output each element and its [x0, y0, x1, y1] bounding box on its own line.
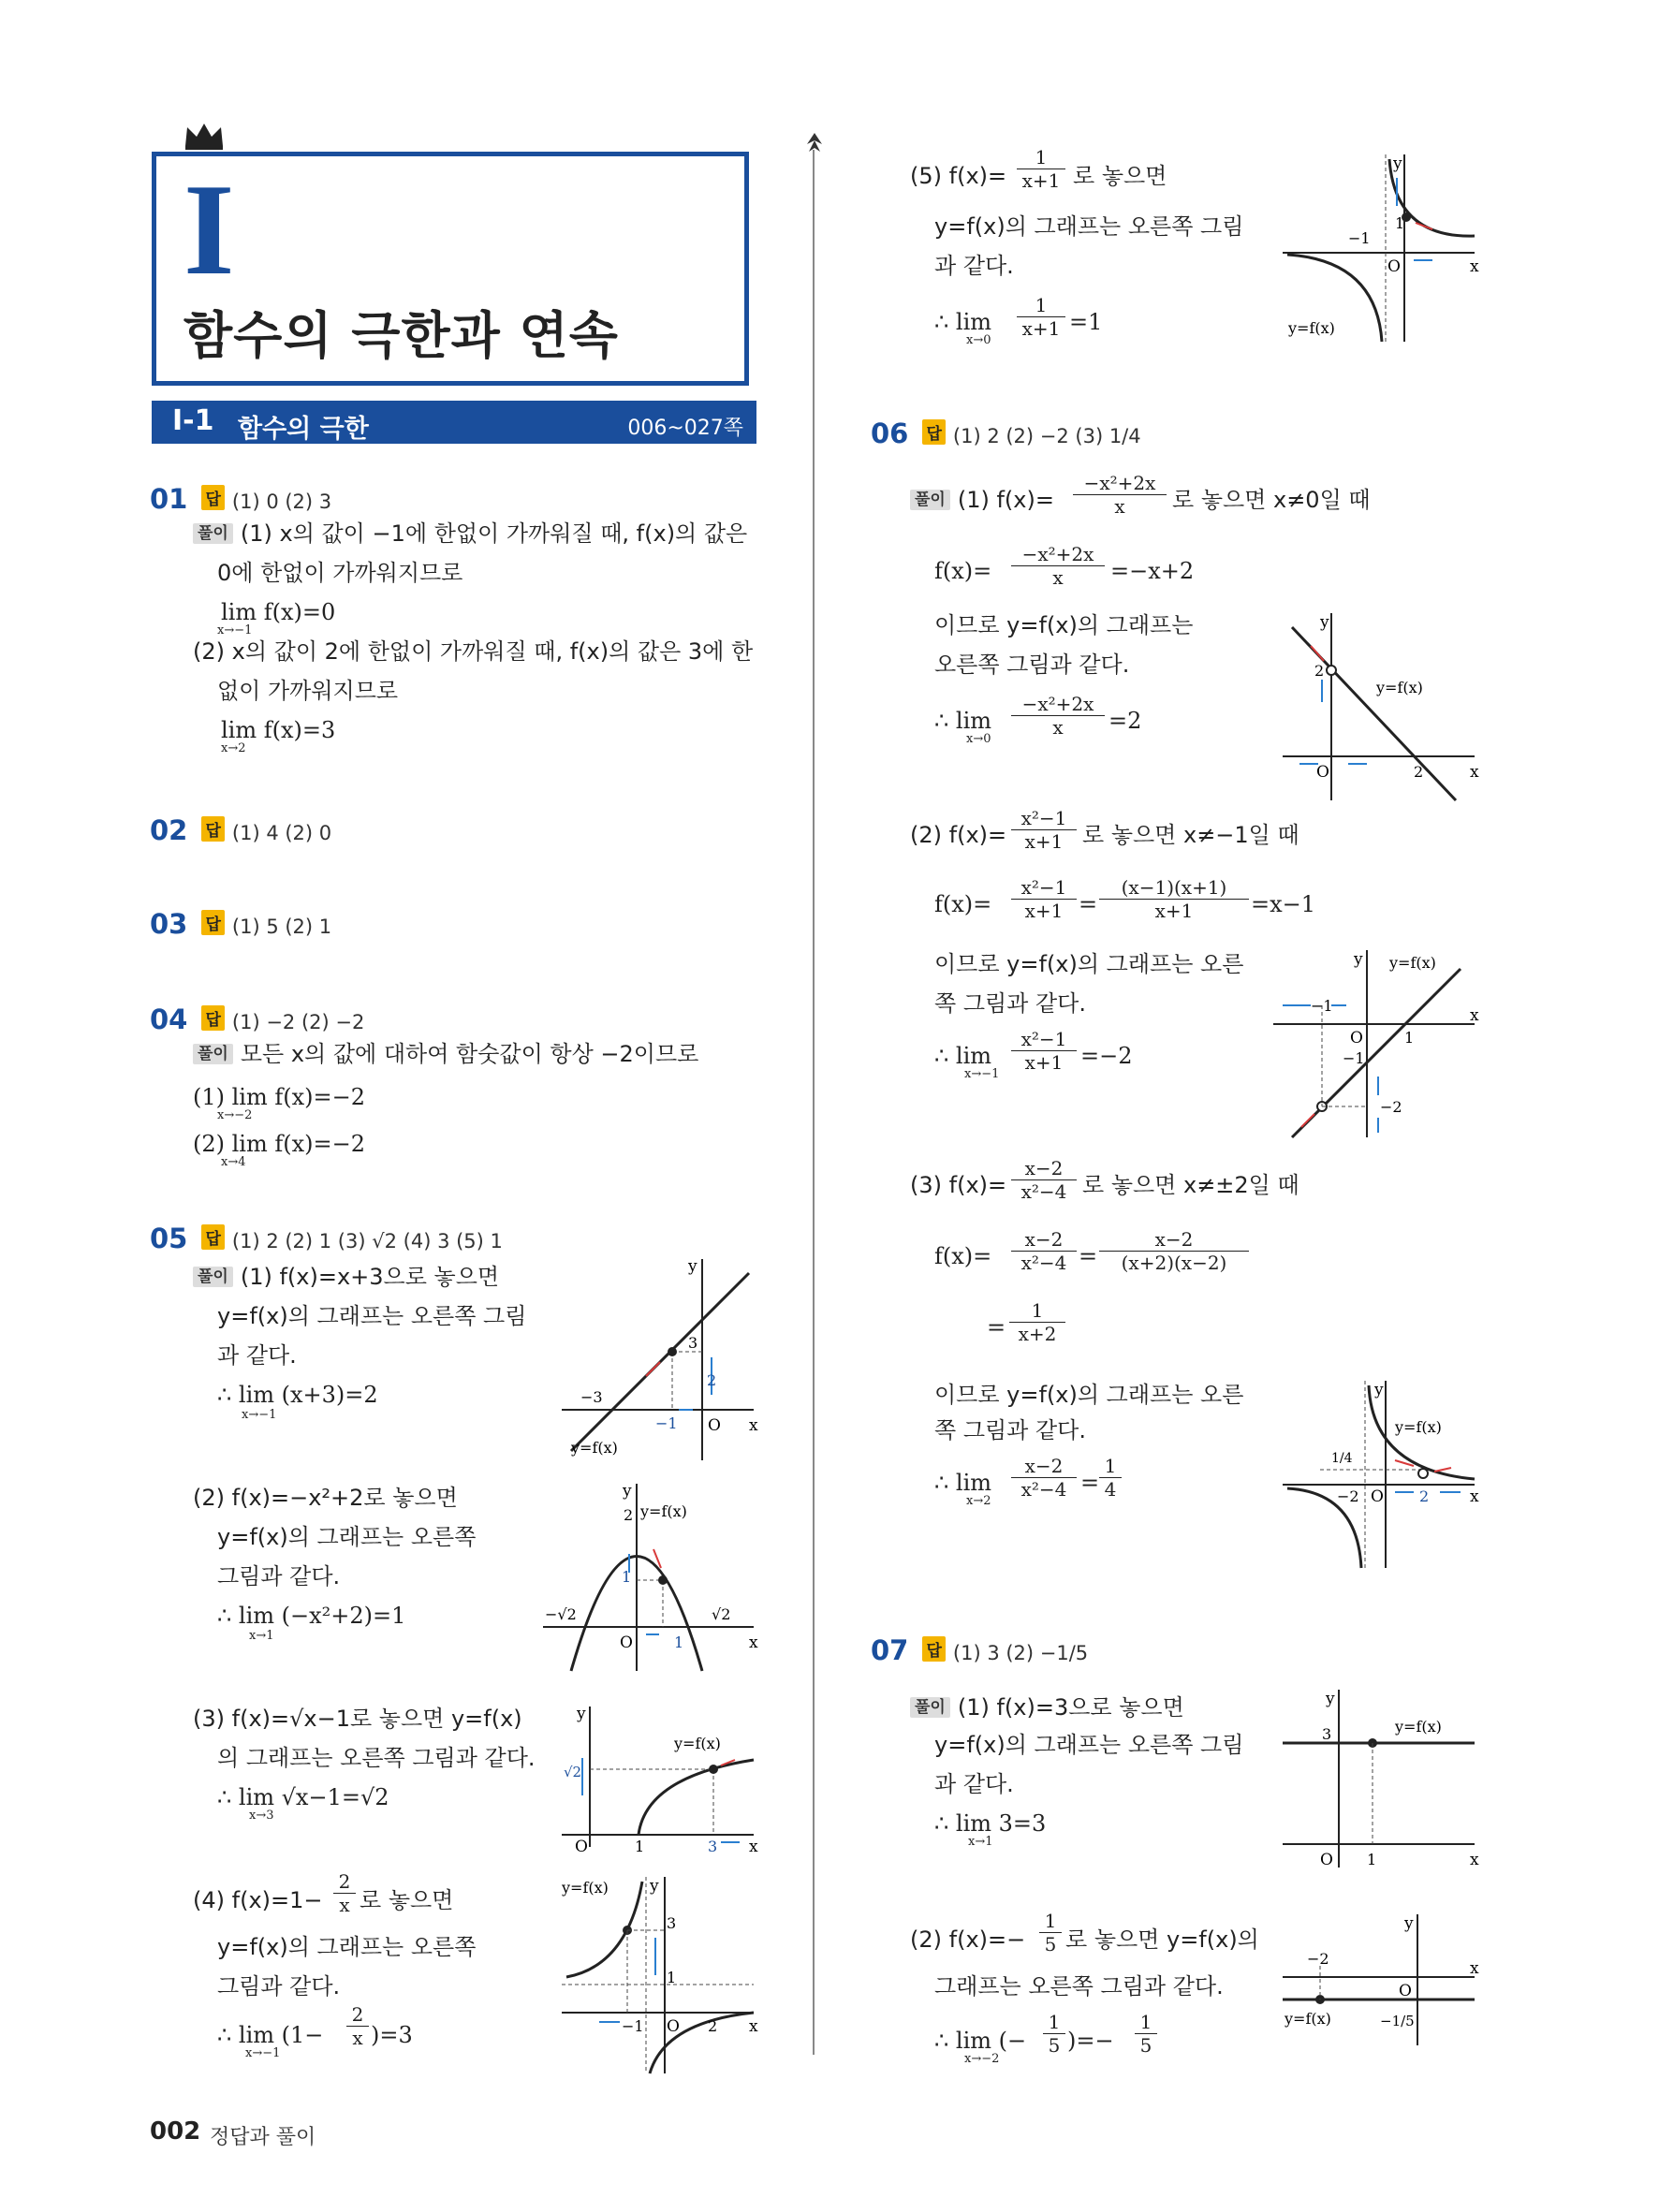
fraction-numerator: 1 [1009, 1299, 1065, 1323]
solution-line: (4) f(x)=1− [193, 1887, 323, 1913]
axis-label-y: y [1320, 613, 1329, 632]
solution-line: (2) x의 값이 2에 한없이 가까워질 때, f(x)의 값은 3에 한 [193, 638, 754, 665]
curve-label: y=f(x) [1285, 2010, 1331, 2028]
solution-line: (3) f(x)=√x−1로 놓으면 y=f(x) [193, 1706, 522, 1732]
limit-subscript: x→1 [968, 1835, 993, 1849]
fraction-numerator: x−2 [1099, 1228, 1249, 1252]
axis-label-x: x [1470, 1487, 1479, 1506]
tick-label: −1 [1348, 229, 1371, 247]
limit-expression: =2 [1108, 708, 1142, 734]
limit-expression: ∴ lim (1− [217, 2022, 324, 2048]
fraction-numerator: 1 [1135, 2011, 1157, 2034]
solution-line: 로 놓으면 x≠−1일 때 [1082, 822, 1299, 848]
problem-06 [871, 417, 1141, 449]
solution-badge: 풀이 [910, 490, 950, 510]
answer-text: (1) 0 (2) 3 [231, 491, 332, 513]
tick-label: 2 [1419, 1487, 1430, 1505]
answer-badge: 답 [201, 1005, 224, 1031]
limit-expression: ∴ lim 3=3 [934, 1810, 1047, 1837]
answer-badge: 답 [922, 1636, 945, 1662]
fraction-denominator: x+1 [1021, 169, 1061, 192]
answer-badge: 답 [201, 910, 224, 935]
tick-label: −1 [1343, 1049, 1365, 1067]
axis-label-y: y [650, 1877, 659, 1896]
graph-07-2 [1283, 1910, 1479, 2050]
fraction-numerator: 1 [1099, 1455, 1122, 1478]
tick-label: 1 [667, 1969, 677, 1986]
tick-label: −3 [580, 1388, 603, 1406]
fraction-denominator: 5 [1139, 2034, 1152, 2057]
graph-05-1 [562, 1254, 758, 1460]
curve-label: y=f(x) [1395, 1718, 1442, 1736]
limit-expression: =−2 [1080, 1043, 1133, 1069]
fraction-numerator: 2 [346, 2003, 369, 2027]
fraction-numerator: x²−1 [1011, 876, 1077, 900]
origin-label: O [1316, 763, 1329, 782]
solution-line: 로 놓으면 x≠±2일 때 [1082, 1172, 1299, 1198]
limit-subscript: x→−1 [217, 623, 253, 637]
fraction-denominator: x²−4 [1020, 1478, 1067, 1501]
problem-number: 03 [150, 908, 188, 940]
fraction-numerator: (x−1)(x+1) [1099, 876, 1249, 900]
solution-line: = [987, 1314, 1006, 1340]
column-divider [813, 150, 815, 2055]
fraction-denominator: x+1 [1024, 1051, 1064, 1074]
curve-label: y=f(x) [1389, 954, 1436, 972]
origin-label: O [667, 2017, 680, 2036]
axis-label-x: x [749, 1416, 758, 1435]
fraction-numerator: 1 [1039, 1910, 1062, 1933]
solution-line: (5) f(x)= [910, 163, 1007, 189]
tick-label: 1 [1395, 214, 1405, 232]
limit-expression: (2) lim f(x)=−2 [193, 1131, 365, 1157]
problem-02 [150, 814, 331, 846]
fraction-numerator: −x²+2x [1011, 543, 1105, 566]
solution-badge: 풀이 [910, 1697, 950, 1718]
solution-line: f(x)= [934, 558, 992, 584]
limit-expression: (1) lim f(x)=−2 [193, 1084, 365, 1110]
axis-label-x: x [1470, 1851, 1479, 1869]
limit-expression: ∴ lim (− [934, 2028, 1027, 2054]
limit-subscript: x→1 [249, 1629, 274, 1643]
axis-label-y: y [623, 1482, 632, 1501]
fraction-denominator: x+1 [1021, 317, 1061, 340]
section-number: Ⅰ-1 [172, 404, 214, 437]
tick-label: −2 [1337, 1487, 1359, 1505]
problem-number: 06 [871, 417, 909, 449]
tick-label: 2 [1314, 662, 1325, 680]
fraction-denominator: x [339, 1894, 350, 1916]
limit-expression: )=− [1067, 2028, 1114, 2054]
tick-label: 3 [688, 1334, 698, 1352]
problem-number: 01 [150, 483, 188, 515]
fraction-denominator: (x+2)(x−2) [1121, 1252, 1227, 1274]
solution-line: 그림과 같다. [217, 1563, 341, 1589]
solution-line: y=f(x)의 그래프는 오른쪽 [217, 1934, 477, 1960]
solution-line: 이므로 y=f(x)의 그래프는 [934, 612, 1194, 638]
answer-badge: 답 [922, 419, 945, 445]
fraction-denominator: 5 [1044, 1933, 1057, 1956]
limit-subscript: x→−2 [217, 1108, 253, 1122]
solution-line: (1) x의 값이 −1에 한없이 가까워질 때, f(x)의 값은 [240, 520, 748, 547]
fraction-numerator: x−2 [1011, 1228, 1077, 1252]
answer-text: (1) −2 (2) −2 [231, 1011, 365, 1033]
problem-number: 07 [871, 1634, 909, 1666]
answer-text: (1) 4 (2) 0 [231, 822, 332, 844]
tick-label: 1 [1404, 1029, 1415, 1047]
tick-label: 2 [624, 1506, 634, 1524]
fraction-numerator: 1 [1017, 294, 1065, 317]
fraction-numerator: x−2 [1011, 1157, 1077, 1180]
graph-05-3 [562, 1702, 758, 1852]
limit-subscript: x→3 [249, 1809, 274, 1823]
answer-badge: 답 [201, 485, 224, 510]
problem-number: 04 [150, 1003, 188, 1035]
axis-label-x: x [749, 2017, 758, 2036]
solution-line: y=f(x)의 그래프는 오른쪽 그림 [934, 1732, 1244, 1758]
tick-label: 1 [635, 1838, 645, 1852]
answer-text: (1) 2 (2) −2 (3) 1/4 [952, 425, 1141, 447]
solution-line: 모든 x의 값에 대하여 함숫값이 항상 −2이므로 [240, 1041, 699, 1067]
solution-line: 그림과 같다. [217, 1973, 341, 2000]
solution-line: 없이 가까워지므로 [217, 678, 399, 704]
graph-05-2 [543, 1479, 758, 1676]
solution-line: 로 놓으면 [1073, 163, 1167, 189]
fraction-denominator: x²−4 [1020, 1180, 1067, 1203]
fraction-denominator: x+1 [1024, 900, 1064, 922]
fraction-numerator: x²−1 [1011, 807, 1077, 830]
answer-text: (1) 5 (2) 1 [231, 916, 332, 938]
curve-label: y=f(x) [1395, 1418, 1442, 1436]
tick-label: 2 [707, 1371, 717, 1389]
graph-06-2 [1273, 945, 1479, 1142]
curve-label: y=f(x) [571, 1439, 618, 1457]
graph-07-1 [1283, 1685, 1479, 1872]
solution-line: (2) f(x)=− [910, 1926, 1026, 1953]
solution-badge: 풀이 [193, 523, 233, 544]
answer-text: (1) 2 (2) 1 (3) √2 (4) 3 (5) 1 [231, 1230, 503, 1252]
section-name: 함수의 극한 [238, 415, 369, 444]
solution-line: y=f(x)의 그래프는 오른쪽 [217, 1524, 477, 1550]
tick-label: −√2 [545, 1605, 577, 1623]
fraction-denominator: x [1052, 566, 1064, 589]
tick-label: −2 [1380, 1098, 1402, 1116]
fraction-numerator: −x²+2x [1011, 693, 1105, 716]
origin-label: O [1399, 1982, 1412, 2000]
tick-label: 1 [674, 1633, 684, 1651]
problem-number: 02 [150, 814, 188, 846]
tick-label: 3 [1322, 1725, 1332, 1743]
axis-label-y: y [1393, 154, 1402, 173]
limit-expression: ∴ lim [934, 1043, 992, 1069]
solution-line: 과 같다. [934, 253, 1014, 279]
solution-line: 로 놓으면 [360, 1887, 454, 1913]
curve-label: y=f(x) [1288, 319, 1335, 337]
limit-expression: ∴ lim [934, 309, 992, 335]
solution-line: = [1079, 1243, 1098, 1269]
limit-subscript: x→2 [221, 741, 246, 755]
tick-label: −1 [622, 2017, 644, 2035]
solution-line: 로 놓으면 x≠0일 때 [1172, 487, 1371, 513]
fraction-denominator: x+1 [1154, 900, 1194, 922]
fraction-denominator: x [352, 2027, 363, 2049]
fraction-denominator: x²−4 [1020, 1252, 1067, 1274]
answer-badge: 답 [201, 816, 224, 842]
solution-line: 그래프는 오른쪽 그림과 같다. [934, 1973, 1224, 2000]
origin-label: O [1371, 1487, 1384, 1506]
solution-line: (2) f(x)= [910, 822, 1007, 848]
fraction-numerator: x²−1 [1011, 1028, 1077, 1051]
solution-line: (1) f(x)=3으로 놓으면 [957, 1694, 1184, 1721]
solution-line: y=f(x)의 그래프는 오른쪽 그림 [217, 1303, 527, 1329]
footer-title: 정답과 풀이 [210, 2126, 316, 2149]
graph-06-1 [1283, 608, 1479, 805]
limit-expression: ∴ lim √x−1=√2 [217, 1784, 389, 1810]
solution-line: (2) f(x)=−x²+2로 놓으면 [193, 1485, 458, 1511]
axis-label-y: y [1404, 1914, 1414, 1933]
limit-subscript: x→−1 [964, 1067, 1000, 1081]
origin-label: O [1350, 1029, 1363, 1047]
section-pages: 006~027쪽 [627, 417, 743, 440]
solution-line: f(x)= [934, 891, 992, 917]
solution-line: (1) f(x)=x+3으로 놓으면 [240, 1264, 500, 1290]
axis-label-y: y [1374, 1381, 1384, 1399]
solution-line: 쪽 그림과 같다. [934, 990, 1086, 1017]
limit-expression: ∴ lim (x+3)=2 [217, 1382, 378, 1408]
answer-badge: 답 [201, 1224, 224, 1250]
solution-line: 0에 한없이 가까워지므로 [217, 560, 463, 586]
graph-05-4 [562, 1872, 758, 2078]
solution-badge: 풀이 [193, 1267, 233, 1287]
fraction-numerator: 2 [333, 1870, 356, 1894]
solution-badge: 풀이 [193, 1044, 233, 1064]
fraction-numerator: −x²+2x [1073, 472, 1167, 495]
solution-line: 이므로 y=f(x)의 그래프는 오른 [934, 951, 1244, 977]
fraction-denominator: 4 [1104, 1478, 1117, 1501]
axis-label-y: y [577, 1705, 586, 1723]
page-number: 002 [150, 2117, 201, 2146]
origin-label: O [1387, 257, 1401, 276]
limit-expression: )=3 [371, 2022, 413, 2048]
solution-line: y=f(x)의 그래프는 오른쪽 그림 [934, 213, 1244, 240]
fraction-numerator: x−2 [1011, 1455, 1077, 1478]
tick-label: 1/4 [1331, 1451, 1353, 1466]
axis-label-x: x [1470, 1006, 1479, 1025]
axis-label-y: y [1326, 1690, 1335, 1708]
tick-label: −1 [655, 1414, 678, 1432]
axis-label-x: x [1470, 1959, 1479, 1978]
limit-expression: lim f(x)=0 [221, 599, 336, 625]
problem-01 [150, 483, 331, 515]
chapter-title: 함수의 극한과 연속 [184, 306, 619, 365]
crown-icon [184, 120, 225, 150]
section-bar [152, 401, 756, 444]
fraction-denominator: 5 [1048, 2034, 1061, 2057]
limit-subscript: x→0 [966, 732, 991, 746]
solution-line: =x−1 [1251, 891, 1316, 917]
problem-05 [150, 1223, 503, 1254]
limit-subscript: x→4 [221, 1155, 246, 1169]
tick-label: 3 [708, 1838, 718, 1852]
axis-label-x: x [749, 1633, 758, 1652]
limit-expression: ∴ lim [934, 708, 992, 734]
solution-line: 이므로 y=f(x)의 그래프는 오른 [934, 1382, 1244, 1408]
graph-06-3 [1283, 1376, 1479, 1573]
axis-label-x: x [1470, 257, 1479, 276]
solution-line: 로 놓으면 y=f(x)의 [1065, 1926, 1259, 1953]
problem-number: 05 [150, 1223, 188, 1254]
origin-label: O [708, 1416, 721, 1435]
limit-subscript: x→−1 [242, 1408, 277, 1422]
fraction-numerator: 1 [1043, 2011, 1065, 2034]
solution-line: =−x+2 [1110, 558, 1195, 584]
tick-label: √2 [712, 1605, 731, 1623]
tick-label: 2 [708, 2017, 718, 2035]
fraction-denominator: x+1 [1024, 830, 1064, 853]
fraction-denominator: x [1114, 495, 1125, 518]
tick-label: 3 [667, 1914, 677, 1932]
solution-line: (3) f(x)= [910, 1172, 1007, 1198]
answer-text: (1) 3 (2) −1/5 [952, 1642, 1089, 1664]
solution-line: 의 그래프는 오른쪽 그림과 같다. [217, 1745, 536, 1771]
problem-03 [150, 908, 331, 940]
fraction-denominator: x+2 [1018, 1323, 1057, 1345]
chapter-numeral: I [184, 157, 235, 302]
curve-label: y=f(x) [640, 1502, 687, 1520]
origin-label: O [1320, 1851, 1333, 1869]
limit-expression: ∴ lim [934, 1470, 992, 1496]
limit-expression: ∴ lim (−x²+2)=1 [217, 1603, 406, 1629]
solution-line: = [1079, 891, 1098, 917]
solution-line: 과 같다. [934, 1771, 1014, 1797]
tick-label: 2 [1414, 763, 1424, 781]
limit-subscript: x→−1 [245, 2046, 281, 2060]
origin-label: O [575, 1838, 588, 1852]
graph-05-5 [1283, 150, 1479, 346]
solution-line: f(x)= [934, 1243, 992, 1269]
problem-04 [150, 1003, 364, 1035]
axis-label-y: y [688, 1257, 697, 1276]
limit-subscript: x→−2 [964, 2052, 1000, 2066]
origin-label: O [620, 1633, 633, 1652]
tick-label: 1 [622, 1568, 632, 1586]
solution-line: (1) f(x)= [957, 487, 1054, 513]
limit-subscript: x→0 [966, 333, 991, 347]
fraction-denominator: x [1052, 716, 1064, 739]
tick-label: −1/5 [1380, 2013, 1415, 2029]
axis-label-x: x [1470, 763, 1479, 782]
tick-label: −1 [1311, 997, 1333, 1015]
limit-subscript: x→2 [966, 1494, 991, 1508]
solution-line: 쪽 그림과 같다. [934, 1417, 1086, 1443]
curve-label: y=f(x) [562, 1879, 609, 1897]
limit-expression: lim f(x)=3 [221, 717, 336, 743]
tick-label: −2 [1307, 1950, 1329, 1968]
curve-label: y=f(x) [674, 1735, 721, 1752]
tick-label: 1 [1367, 1851, 1377, 1868]
axis-label-y: y [1354, 950, 1363, 969]
fraction-numerator: 1 [1017, 146, 1065, 169]
tick-label: √2 [564, 1764, 582, 1780]
problem-07 [871, 1634, 1088, 1666]
limit-expression: =1 [1069, 309, 1103, 335]
column-ornament-icon [801, 131, 828, 154]
solution-line: 오른쪽 그림과 같다. [934, 652, 1130, 678]
curve-label: y=f(x) [1376, 679, 1423, 696]
limit-expression: = [1080, 1470, 1100, 1496]
solution-line: 과 같다. [217, 1342, 297, 1369]
axis-label-x: x [749, 1838, 758, 1852]
